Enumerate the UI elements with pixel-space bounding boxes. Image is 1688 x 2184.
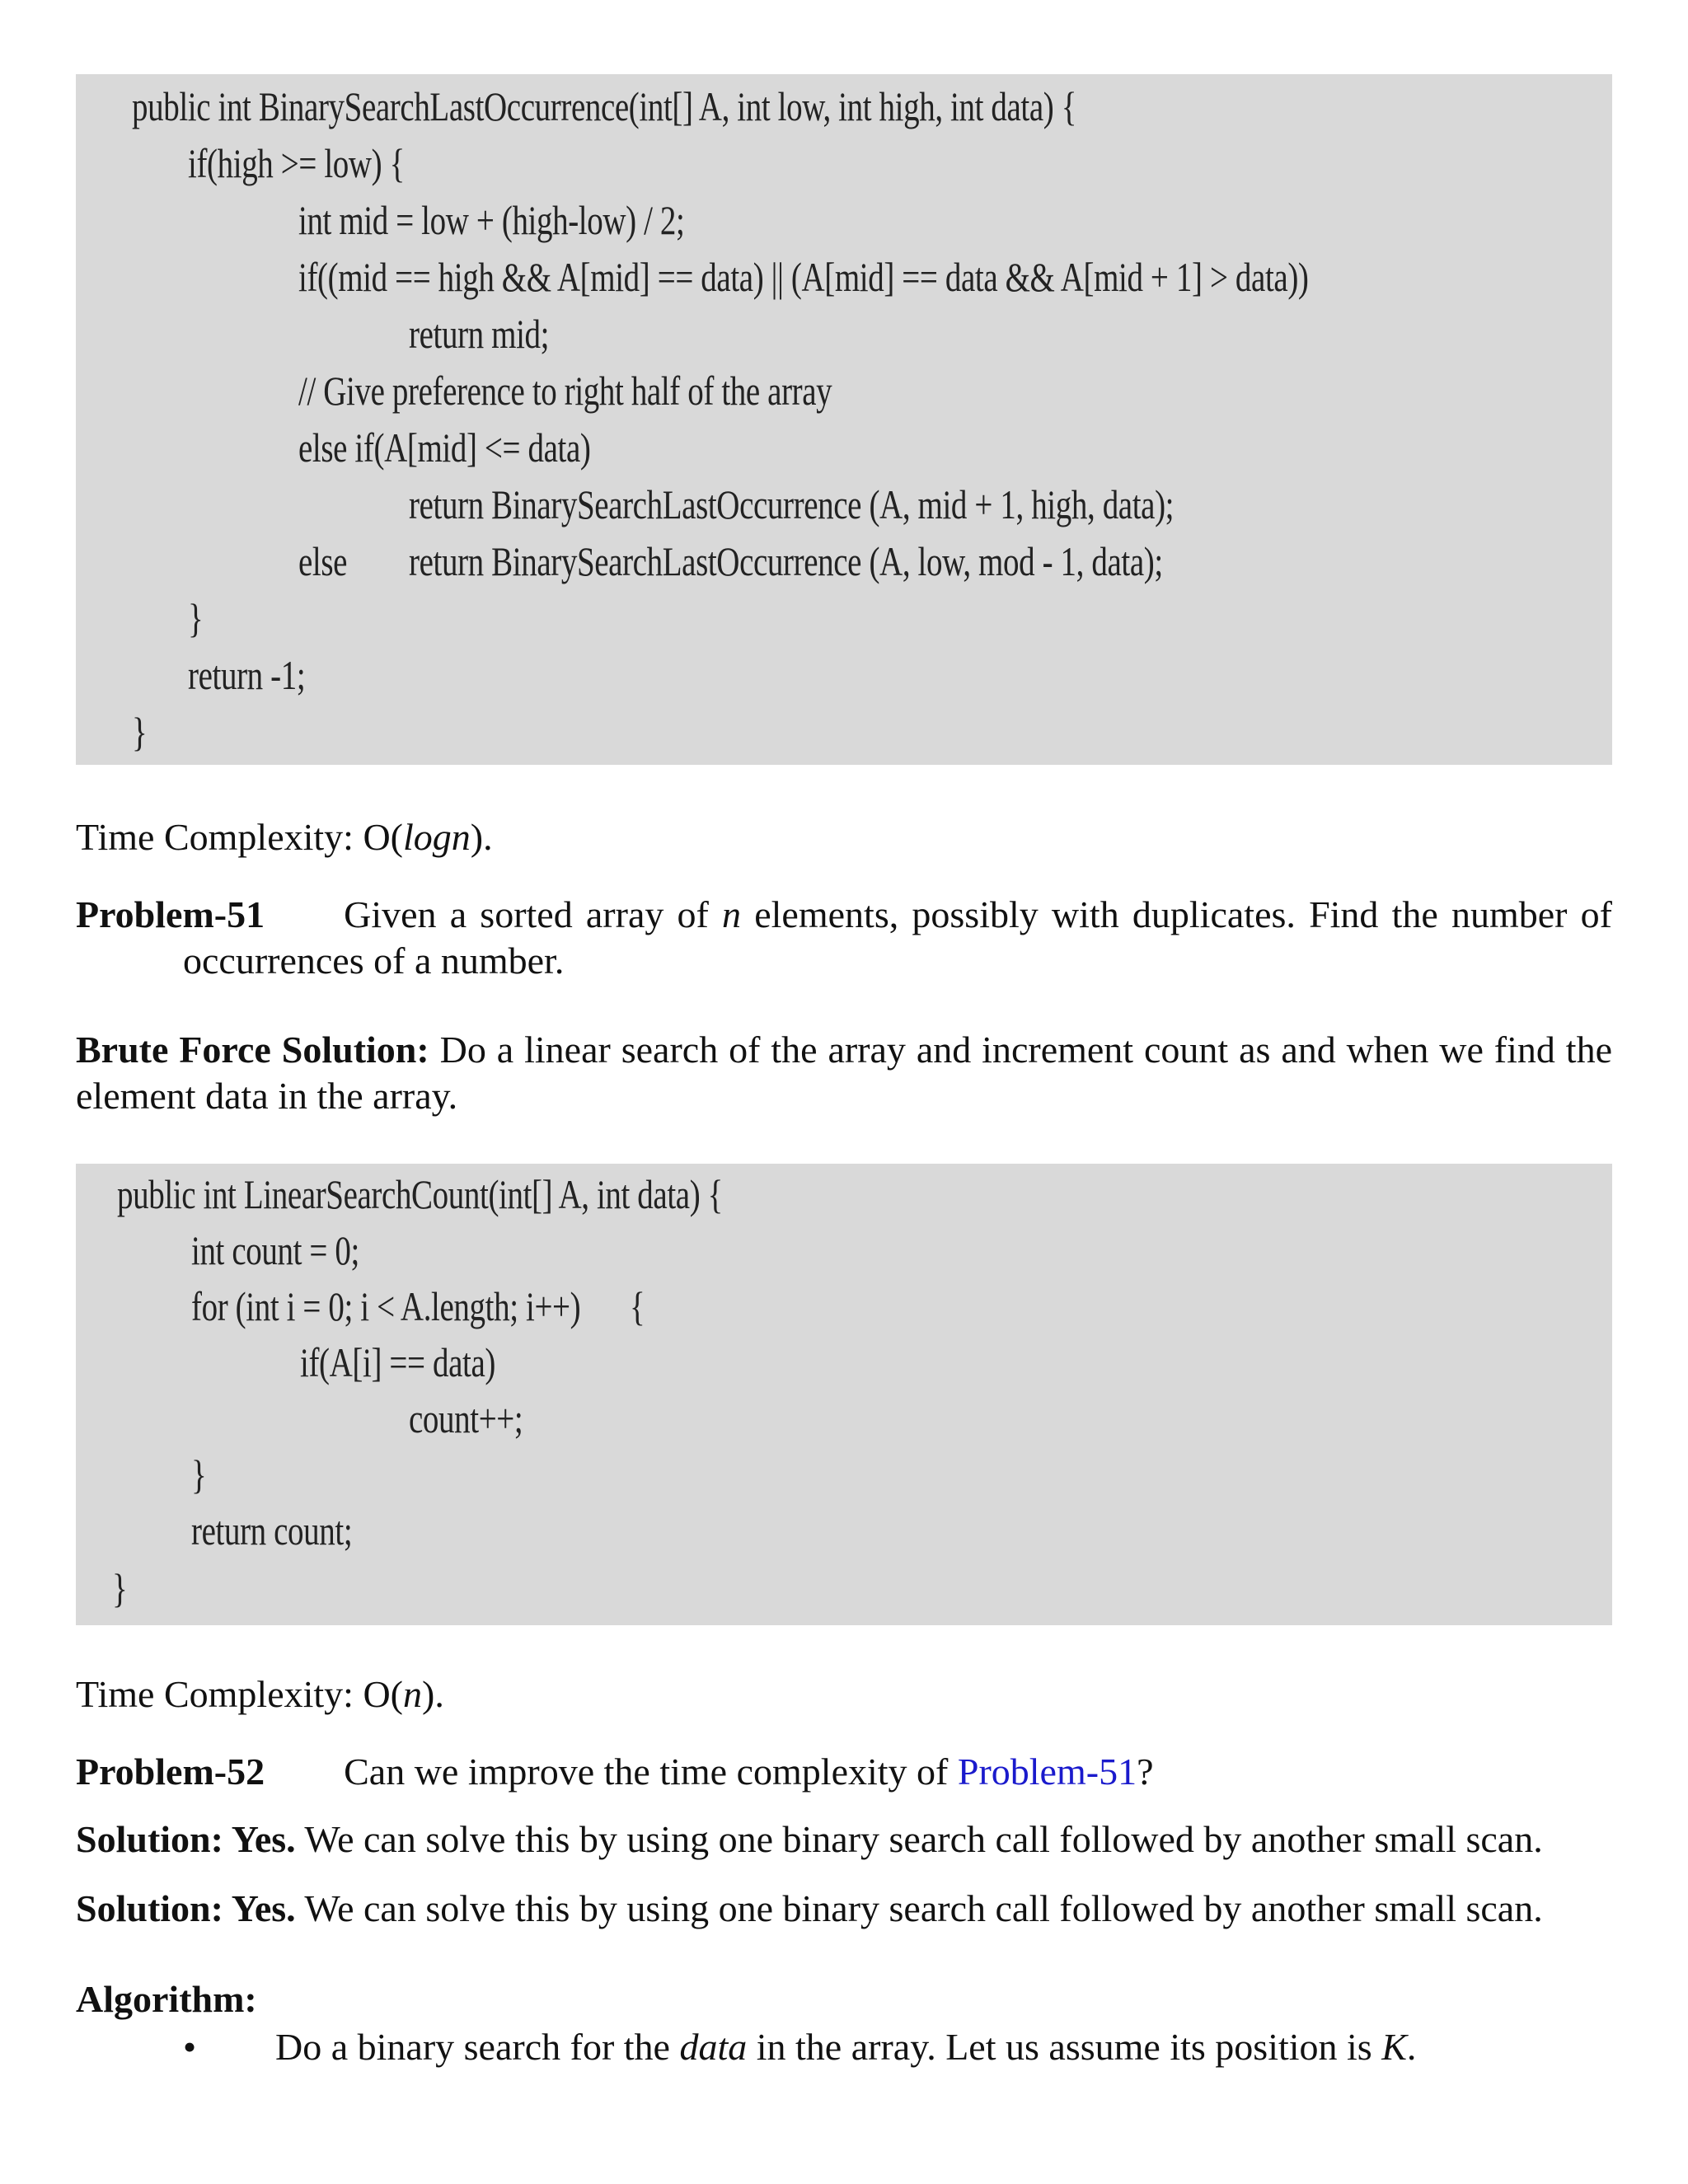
code-line: for (int i = 0; i < A.length; i++) <box>191 1283 581 1329</box>
tc-prefix: Time Complexity: O( <box>76 816 403 858</box>
problem-label: Problem-51 <box>76 893 265 935</box>
algorithm-heading: Algorithm: <box>76 1978 257 2020</box>
time-complexity-2 <box>76 1671 1612 1718</box>
code-line: public int LinearSearchCount(int[] A, int data) { <box>117 1171 723 1217</box>
solution-label: Solution: Yes. <box>76 1887 296 1929</box>
problem-52 <box>76 1749 1612 1795</box>
brute-force-solution <box>76 1027 1612 1119</box>
step-text: in the array. Let us assume its position is <box>747 2026 1382 2068</box>
solution-text: We can solve this by using one binary search call followed by another small scan. <box>295 1818 1543 1860</box>
problem-text: Given a sorted array of <box>344 893 723 935</box>
problem-var-n: n <box>722 893 742 935</box>
code-line: int mid = low + (high-low) / 2; <box>298 197 685 243</box>
problem-51 <box>76 892 1612 984</box>
problem-text: elements, possibly with duplicates. Find the number of <box>741 893 1612 935</box>
solution-text: We can solve this by using one binary search call followed by another small scan. <box>295 1887 1543 1929</box>
code-line: if(high >= low) { <box>188 140 405 186</box>
tc-prefix: Time Complexity: O( <box>76 1673 403 1715</box>
code-line: } <box>191 1451 207 1497</box>
code-keyword-else: else <box>298 538 348 584</box>
code-line: } <box>112 1565 128 1611</box>
step-var-data: data <box>679 2026 748 2068</box>
problem-51-line2 <box>76 938 1612 984</box>
code-line: return count; <box>191 1507 353 1554</box>
tc-suffix: ). <box>470 816 493 858</box>
solution-1 <box>76 1816 1612 1863</box>
brute-force-text: Do a linear search of the array and increment count as and when we find the element data in the array. <box>76 1029 1612 1117</box>
problem-text: occurrences of a number. <box>183 940 565 982</box>
tc-math: n <box>403 1673 422 1715</box>
algorithm-step-1 <box>275 2024 1594 2070</box>
problem-51-link[interactable]: Problem-51 <box>957 1750 1137 1793</box>
code-line: } <box>188 595 204 641</box>
code-line: return mid; <box>409 311 550 357</box>
code-line: if(A[i] == data) <box>300 1339 495 1385</box>
code-comment: // Give preference to right half of the array <box>298 368 832 414</box>
tc-math: logn <box>403 816 471 858</box>
code-line: return BinarySearchLastOccurrence (A, mid + 1, high, data); <box>409 481 1175 527</box>
problem-51-line1 <box>76 892 1612 938</box>
code-line: else if(A[mid] <= data) <box>298 424 591 471</box>
code-line: return BinarySearchLastOccurrence (A, low, mod - 1, data); <box>409 538 1163 584</box>
step-var-k: K <box>1381 2026 1407 2068</box>
step-text: Do a binary search for the <box>275 2026 680 2068</box>
code-line: public int BinarySearchLastOccurrence(int[] A, int low, int high, int data) { <box>132 83 1077 129</box>
code-block-linear-search-count <box>76 1164 1612 1625</box>
solution-2 <box>76 1886 1612 1932</box>
problem-label: Problem-52 <box>76 1750 265 1793</box>
code-line: return -1; <box>188 652 306 698</box>
step-text: . <box>1406 2026 1417 2068</box>
problem-text: ? <box>1137 1750 1154 1793</box>
code-line: if((mid == high && A[mid] == data) || (A[mid] == data && A[mid + 1] > data)) <box>298 254 1309 300</box>
tc-suffix: ). <box>422 1673 444 1715</box>
solution-label: Solution: Yes. <box>76 1818 296 1860</box>
bullet-icon: • <box>183 2026 197 2068</box>
code-block-binary-search-last <box>76 74 1612 765</box>
code-line: count++; <box>409 1395 523 1441</box>
code-line: } <box>132 709 148 755</box>
brute-force-label: Brute Force Solution: <box>76 1029 429 1071</box>
code-line: { <box>630 1283 645 1329</box>
code-line: int count = 0; <box>191 1227 359 1273</box>
time-complexity-1 <box>76 814 1612 860</box>
problem-text: Can we improve the time complexity of <box>344 1750 958 1793</box>
